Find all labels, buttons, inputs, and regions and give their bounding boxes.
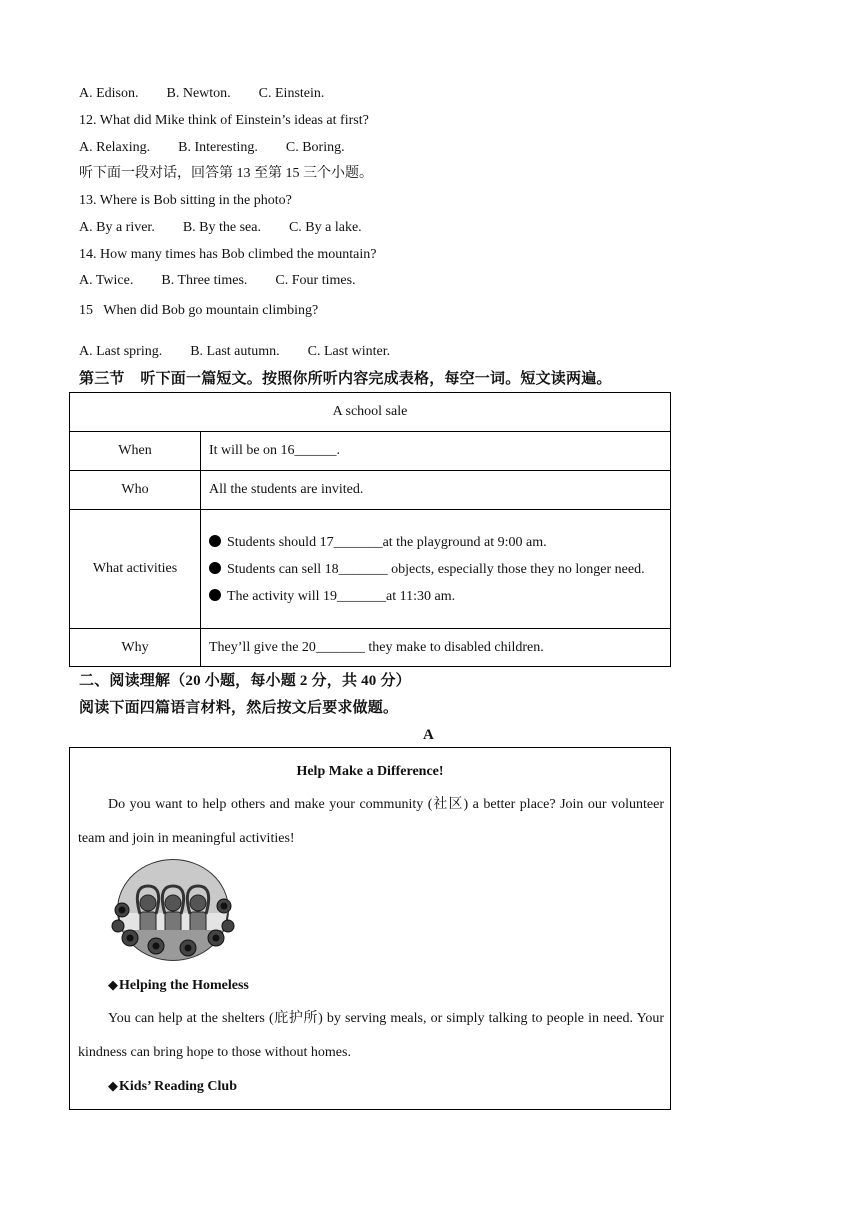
row-activities-list xyxy=(201,510,671,629)
activity-bullet xyxy=(209,556,662,583)
section-title: Helping the Homeless xyxy=(119,978,249,993)
section3-heading: 第三节 听下面一篇短文。按照你所听内容完成表格，每空一词。短文读两遍。 xyxy=(79,371,612,387)
row-text-when: It will be on 16______. xyxy=(201,432,671,471)
q12-question: 12. What did Mike think of Einstein’s ideas at first? xyxy=(79,113,369,128)
table-row xyxy=(70,471,671,510)
activity-bullet xyxy=(209,529,662,556)
q13-options: A. By a river. B. By the sea. C. By a lake. xyxy=(79,220,362,235)
q15-question: 15 When did Bob go mountain climbing? xyxy=(79,303,319,318)
row-label-who: Who xyxy=(70,471,201,510)
bullet-icon xyxy=(209,589,221,601)
row-label-why: Why xyxy=(70,629,201,667)
section-title: Kids’ Reading Club xyxy=(119,1079,237,1094)
diamond-icon: ◆ xyxy=(108,977,118,992)
activity-text: The activity will 19_______at 11:30 am. xyxy=(227,588,456,604)
row-label-activities: What activities xyxy=(70,510,201,629)
row-text-why: They’ll give the 20_______ they make to disabled children. xyxy=(201,629,671,667)
q14-options: A. Twice. B. Three times. C. Four times. xyxy=(79,273,356,288)
q14-question: 14. How many times has Bob climbed the mountain? xyxy=(79,247,377,262)
section-helping-homeless-text: You can help at the shelters (庇护所) by serving meals, or simply talking to people in need. Your kindness can bring hope to those without homes. xyxy=(78,1011,664,1060)
q11-options: A. Edison. B. Newton. C. Einstein. xyxy=(79,86,325,101)
bullet-icon xyxy=(209,535,221,547)
activity-bullet xyxy=(209,583,662,610)
activity-text: Students can sell 18_______ objects, especially those they no longer need. xyxy=(227,561,645,577)
reading-instruction: 阅读下面四篇语言材料，然后按文后要求做题。 xyxy=(79,700,399,716)
table-row xyxy=(70,432,671,471)
row-label-when: When xyxy=(70,432,201,471)
diamond-icon: ◆ xyxy=(108,1078,118,1093)
section-helping-homeless xyxy=(108,977,249,994)
instruction-13-15: 听下面一段对话，回答第 13 至第 15 三个小题。 xyxy=(79,166,373,181)
table-row xyxy=(70,510,671,629)
row-text-who: All the students are invited. xyxy=(201,471,671,510)
passage-a-box xyxy=(69,747,671,1110)
reading-part-heading: 二、阅读理解（20 小题，每小题 2 分，共 40 分） xyxy=(79,673,411,689)
q13-question: 13. Where is Bob sitting in the photo? xyxy=(79,193,292,208)
passage-intro: Do you want to help others and make your community (社区) a better place? Join our volunteer team and join in meaningful activities! xyxy=(78,797,664,846)
activity-text: Students should 17_______at the playground at 9:00 am. xyxy=(227,534,547,550)
q12-options: A. Relaxing. B. Interesting. C. Boring. xyxy=(79,140,345,155)
school-sale-table xyxy=(69,392,671,667)
passage-title: Help Make a Difference! xyxy=(296,764,444,779)
bullet-icon xyxy=(209,562,221,574)
table-row xyxy=(70,629,671,667)
q15-options: A. Last spring. B. Last autumn. C. Last winter. xyxy=(79,344,391,359)
section-kids-reading-club xyxy=(108,1078,237,1095)
passage-letter: A xyxy=(423,727,434,743)
volunteers-photo xyxy=(110,858,236,963)
table-title: A school sale xyxy=(70,393,671,432)
